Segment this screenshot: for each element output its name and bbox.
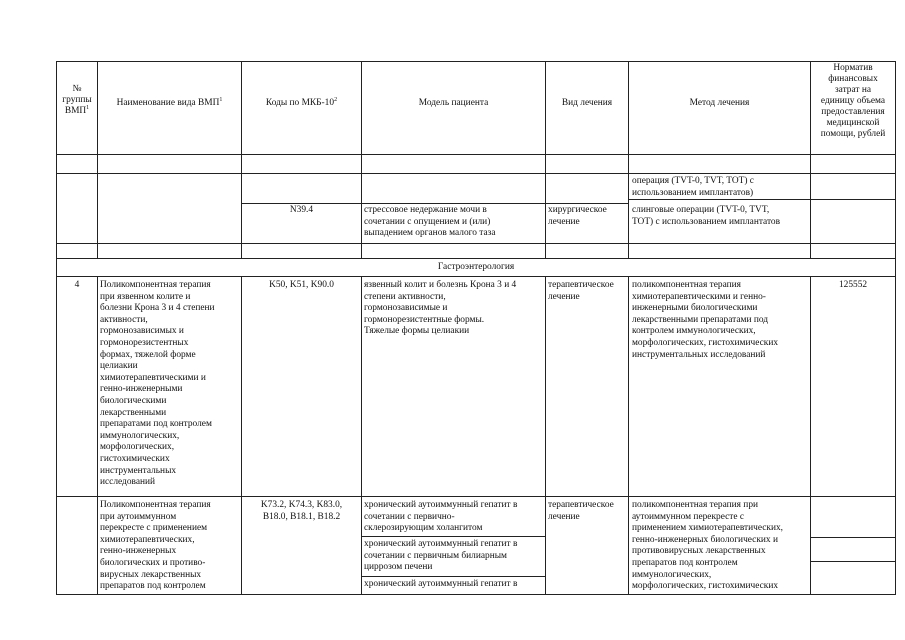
row1-method-cell: операция (TVT-0, TVT, TOT) с использованием имплантатов) bbox=[632, 176, 754, 198]
column-divider bbox=[545, 61, 546, 258]
row-divider bbox=[241, 203, 629, 204]
header-treatment-method: Метод лечения bbox=[689, 98, 750, 108]
table-left-border bbox=[56, 61, 57, 595]
header-patient-model: Модель пациента bbox=[418, 98, 489, 108]
row2-codes-cell: N39.4 bbox=[289, 205, 314, 215]
row4-cost-norm: 125552 bbox=[838, 280, 868, 290]
row4-treatment-type: терапевтическое лечение bbox=[548, 280, 614, 302]
section-heading: Гастроэнтерология bbox=[437, 262, 515, 272]
table-top-border bbox=[56, 61, 896, 62]
row-divider bbox=[810, 561, 896, 562]
row-divider bbox=[56, 258, 896, 259]
row-divider bbox=[56, 276, 896, 277]
row5-treatment-method: поликомпонентная терапия при аутоиммунном перекресте с применением химиотерапевтических, генно-инженерных биологических и противовирусных лекарственных препаратов под контролем иммунологических, морфологических, гистохимических bbox=[632, 500, 784, 592]
table-right-border bbox=[895, 61, 896, 595]
row-divider bbox=[361, 576, 545, 577]
header-group-number: № группы ВМП$^1$ bbox=[62, 84, 92, 116]
table-bottom-border bbox=[56, 594, 896, 595]
column-divider bbox=[97, 276, 98, 595]
row2-model-cell: стрессовое недержание мочи в сочетании с опущением и (или) выпадением органов малого таза bbox=[364, 205, 496, 239]
row5-icd-codes: K73.2, K74.3, K83.0, B18.0, B18.1, B18.2 bbox=[260, 500, 343, 522]
header-treatment-type: Вид лечения bbox=[561, 98, 613, 108]
column-divider bbox=[241, 61, 242, 258]
column-divider bbox=[361, 61, 362, 258]
header-icd-codes: Коды по МКБ-$10^2$ bbox=[265, 96, 338, 108]
row2-type-cell: хирургическое лечение bbox=[548, 205, 607, 227]
row4-icd-codes: K50, K51, K90.0 bbox=[269, 280, 334, 290]
row2-method-cell: слинговые операции (TVT-0, TVT, TOT) с использованием имплантатов bbox=[632, 205, 781, 227]
column-divider bbox=[97, 61, 98, 258]
column-divider bbox=[361, 276, 362, 595]
row5-patient-model-3: хронический аутоиммунный гепатит в bbox=[364, 579, 518, 589]
row-divider bbox=[810, 537, 896, 538]
row-divider bbox=[56, 173, 896, 174]
row4-vmp-name: Поликомпонентная терапия при язвенном колите и болезни Крона 3 и 4 степени активности, гормонозависимых и гормонорезистентных формах, тяжелой форме целиакии химиотерапевтическими и генно-инженерными биологическими лекарственными препаратами под контролем иммунологических, морфологических, гистохимических инструментальных исследований bbox=[100, 280, 215, 488]
column-divider bbox=[241, 276, 242, 595]
column-divider bbox=[628, 276, 629, 595]
row5-patient-model-2: хронический аутоиммунный гепатит в сочетании с первичным билиарным циррозом печени bbox=[364, 539, 518, 573]
row5-vmp-name: Поликомпонентная терапия при аутоиммунном перекресте с применением химиотерапевтических, генно-инженерных биологических и противо- вирусных лекарственных препаратов под контролем bbox=[100, 500, 211, 592]
row-divider bbox=[361, 536, 545, 537]
column-divider bbox=[628, 61, 629, 258]
row4-patient-model: язвенный колит и болезнь Крона 3 и 4 степени активности, гормонозависимые и гормонорезистентные формы. Тяжелые формы целиакии bbox=[364, 280, 517, 337]
column-divider bbox=[545, 276, 546, 595]
row4-treatment-method: поликомпонентная терапия химиотерапевтическими и генно- инженерными биологическими лекарственными препаратами под контролем иммунологических, морфологических, гистохимических инструментальных исследований bbox=[632, 280, 779, 360]
header-cost-norm: Норматив финансовых затрат на единицу объема предоставления медицинской помощи, рублей bbox=[820, 63, 886, 139]
column-divider bbox=[810, 276, 811, 595]
row-divider bbox=[56, 496, 896, 497]
row5-treatment-type: терапевтическое лечение bbox=[548, 500, 614, 522]
row4-group-number: 4 bbox=[74, 280, 80, 290]
row5-patient-model-1: хронический аутоиммунный гепатит в сочетании с первично- склерозирующим холангитом bbox=[364, 500, 518, 534]
header-bottom-border bbox=[56, 154, 896, 155]
row-divider bbox=[56, 243, 896, 244]
header-vmp-name: Наименование вида ВМП$^1$ bbox=[116, 96, 223, 108]
